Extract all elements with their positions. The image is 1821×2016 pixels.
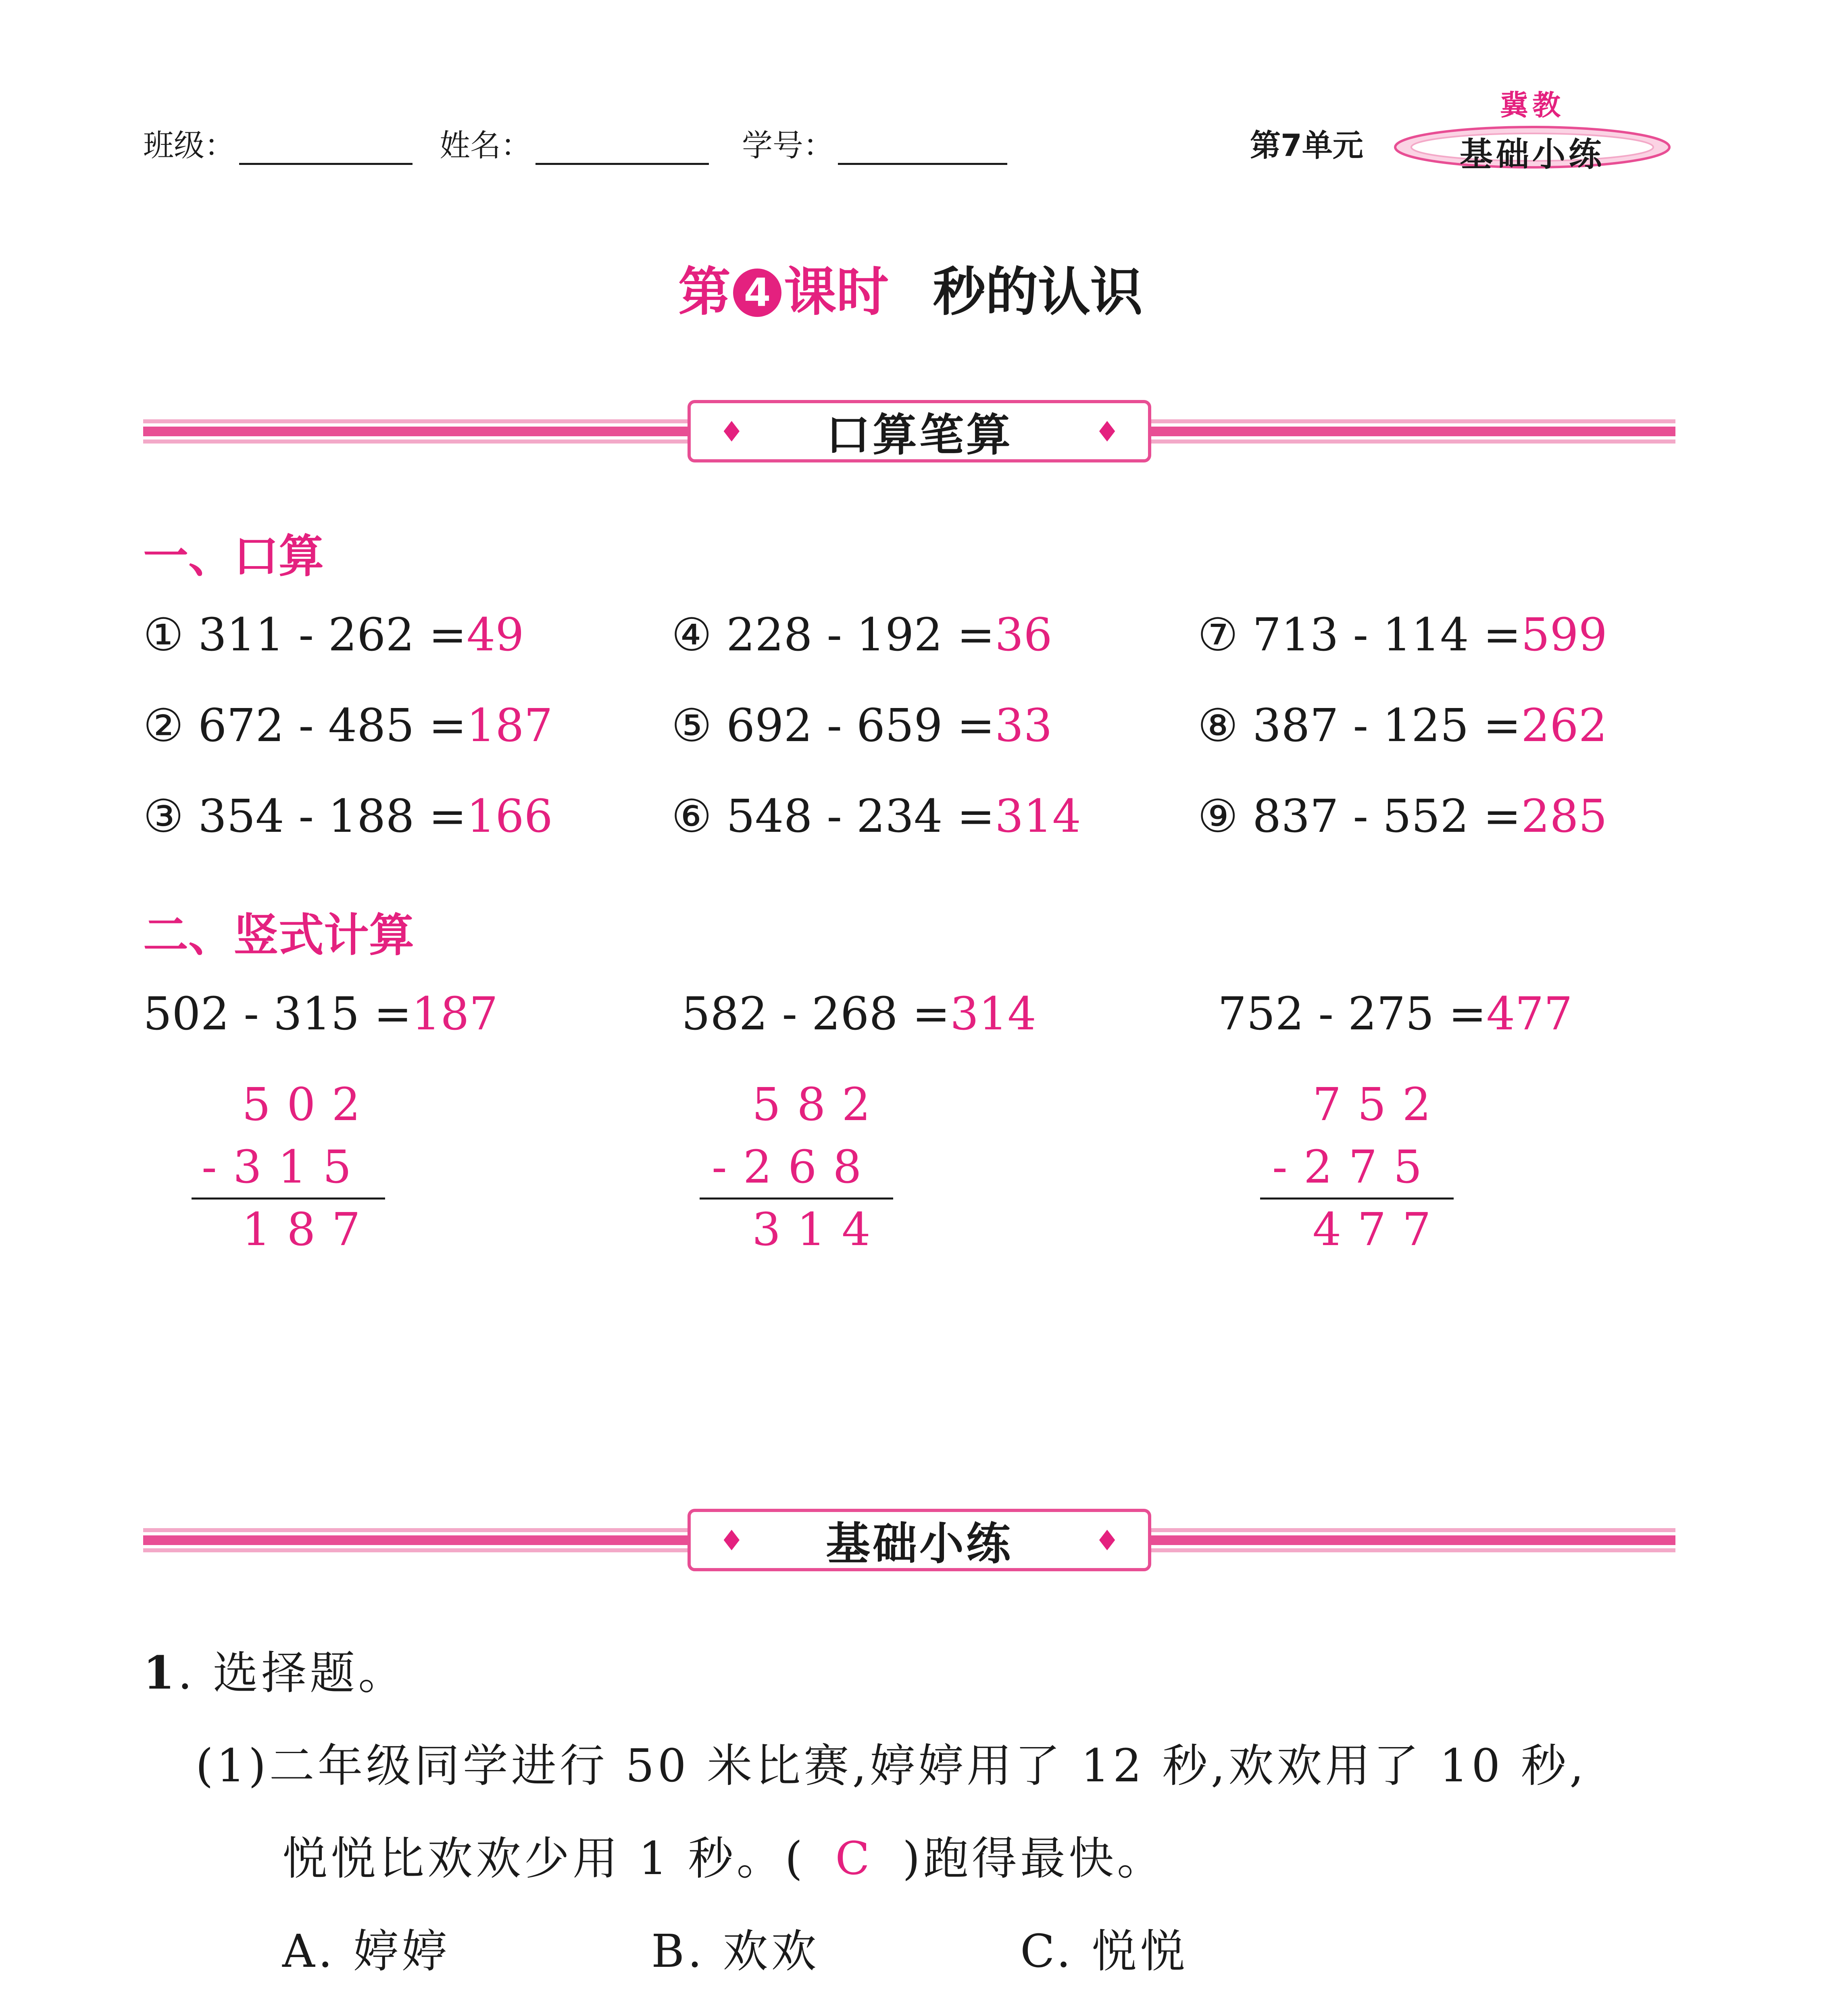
- item-answer: 262: [1521, 700, 1607, 752]
- q1-option-b[interactable]: B. 欢欢: [651, 1925, 820, 1978]
- oral-item: [671, 700, 1052, 752]
- item-mark: ⑧: [1198, 700, 1238, 752]
- vert-rule: [700, 1198, 893, 1200]
- q1-line1: (1)二年级同学进行 50 米比赛,婷婷用了 12 秒,欢欢用了 10 秒,: [196, 1740, 1587, 1792]
- section2-heading: 二、竖式计算: [143, 909, 414, 962]
- q1-line2-post: )跑得最快。: [902, 1833, 1165, 1885]
- vert-sub: -275: [1272, 1141, 1438, 1193]
- vertical-problem-expr: [681, 988, 1036, 1040]
- vert-top: 752: [1313, 1079, 1447, 1131]
- diamond-icon: ♦: [1094, 415, 1120, 448]
- answer: 187: [412, 988, 498, 1040]
- vertical-problem-expr: [143, 988, 498, 1040]
- title-topic: 秒的认识: [933, 261, 1143, 323]
- section1-heading: 一、口算: [143, 530, 324, 583]
- page-title: [0, 250, 1821, 325]
- series-badge: [1391, 121, 1673, 173]
- item-answer: 285: [1521, 790, 1607, 843]
- item-answer: 36: [995, 609, 1052, 661]
- banner2: [688, 1509, 1151, 1571]
- oral-item: [1198, 790, 1607, 843]
- q1-line2: [282, 1822, 1165, 1887]
- vert-rule: [1260, 1198, 1454, 1200]
- oral-item: [671, 609, 1052, 661]
- name-label: 姓名：: [440, 127, 531, 163]
- diamond-icon: ♦: [1094, 1524, 1120, 1557]
- banner2-title: 基础小练: [826, 1518, 1013, 1570]
- vert-rule: [192, 1198, 385, 1200]
- vert-top: 582: [752, 1079, 887, 1131]
- unit-label: 第7单元: [1250, 127, 1363, 163]
- q1-option-c[interactable]: C. 悦悦: [1020, 1925, 1188, 1978]
- item-answer: 314: [995, 790, 1081, 843]
- item-answer: 599: [1521, 609, 1607, 661]
- expr: 752 - 275 =: [1218, 988, 1487, 1040]
- class-blank[interactable]: [239, 135, 413, 165]
- title-prefix: 第: [678, 261, 731, 323]
- item-mark: ②: [143, 700, 184, 752]
- expr: 502 - 315 =: [143, 988, 412, 1040]
- vert-result: 477: [1313, 1204, 1447, 1256]
- name-field: [440, 121, 709, 165]
- q1-answer[interactable]: C: [835, 1833, 873, 1885]
- name-blank[interactable]: [535, 135, 709, 165]
- item-answer: 49: [467, 609, 524, 661]
- answer: 314: [950, 988, 1036, 1040]
- vert-result: 314: [752, 1204, 887, 1256]
- item-expr: 548 - 234 =: [726, 790, 995, 843]
- item-mark: ⑨: [1198, 790, 1238, 843]
- banner1: [688, 400, 1151, 462]
- vert-sub: -315: [202, 1141, 368, 1193]
- item-expr: 228 - 192 =: [726, 609, 995, 661]
- item-expr: 387 - 125 =: [1252, 700, 1521, 752]
- vertical-problem-expr: [1218, 988, 1573, 1040]
- item-mark: ④: [671, 609, 712, 661]
- item-mark: ⑦: [1198, 609, 1238, 661]
- item-mark: ③: [143, 790, 184, 843]
- banner1-title: 口算笔算: [826, 409, 1013, 461]
- item-answer: 33: [995, 700, 1052, 752]
- vert-result: 187: [242, 1204, 377, 1256]
- q1-option-a[interactable]: A. 婷婷: [282, 1925, 450, 1978]
- q2-line: [196, 2008, 1557, 2016]
- edition-label: 冀教: [1500, 89, 1565, 122]
- item-expr: 692 - 659 =: [726, 700, 995, 752]
- title-suffix: 课时: [783, 261, 889, 323]
- item-expr: 713 - 114 =: [1252, 609, 1521, 661]
- item-mark: ⑤: [671, 700, 712, 752]
- oral-item: [143, 790, 553, 843]
- practice-heading: [143, 1637, 406, 1702]
- item-expr: 354 - 188 =: [198, 790, 467, 843]
- item-expr: 311 - 262 =: [198, 609, 467, 661]
- answer: 477: [1486, 988, 1573, 1040]
- expr: 582 - 268 =: [681, 988, 950, 1040]
- oral-item: [143, 609, 524, 661]
- id-blank[interactable]: [838, 135, 1007, 165]
- id-field: [742, 121, 1007, 165]
- item-mark: ⑥: [671, 790, 712, 843]
- oral-item: [1198, 700, 1607, 752]
- q1-line2-pre: 悦悦比欢欢少用 1 秒。(: [282, 1833, 806, 1885]
- class-label: 班级：: [143, 127, 235, 163]
- vert-top: 502: [242, 1079, 377, 1131]
- question-type: . 选择题。: [177, 1647, 407, 1699]
- diamond-icon: ♦: [719, 1524, 744, 1557]
- diamond-icon: ♦: [719, 415, 744, 448]
- oral-item: [671, 790, 1081, 843]
- item-answer: 166: [467, 790, 553, 843]
- question-number: 1: [143, 1647, 178, 1699]
- item-expr: 837 - 552 =: [1252, 790, 1521, 843]
- item-expr: 672 - 485 =: [198, 700, 467, 752]
- vert-sub: -268: [712, 1141, 878, 1193]
- class-field: [143, 121, 413, 165]
- oral-item: [143, 700, 553, 752]
- badge-text: 基础小练: [1459, 135, 1605, 174]
- oral-item: [1198, 609, 1607, 661]
- id-label: 学号：: [742, 127, 834, 163]
- item-mark: ①: [143, 609, 184, 661]
- item-answer: 187: [467, 700, 553, 752]
- lesson-number-icon: 4: [733, 269, 781, 317]
